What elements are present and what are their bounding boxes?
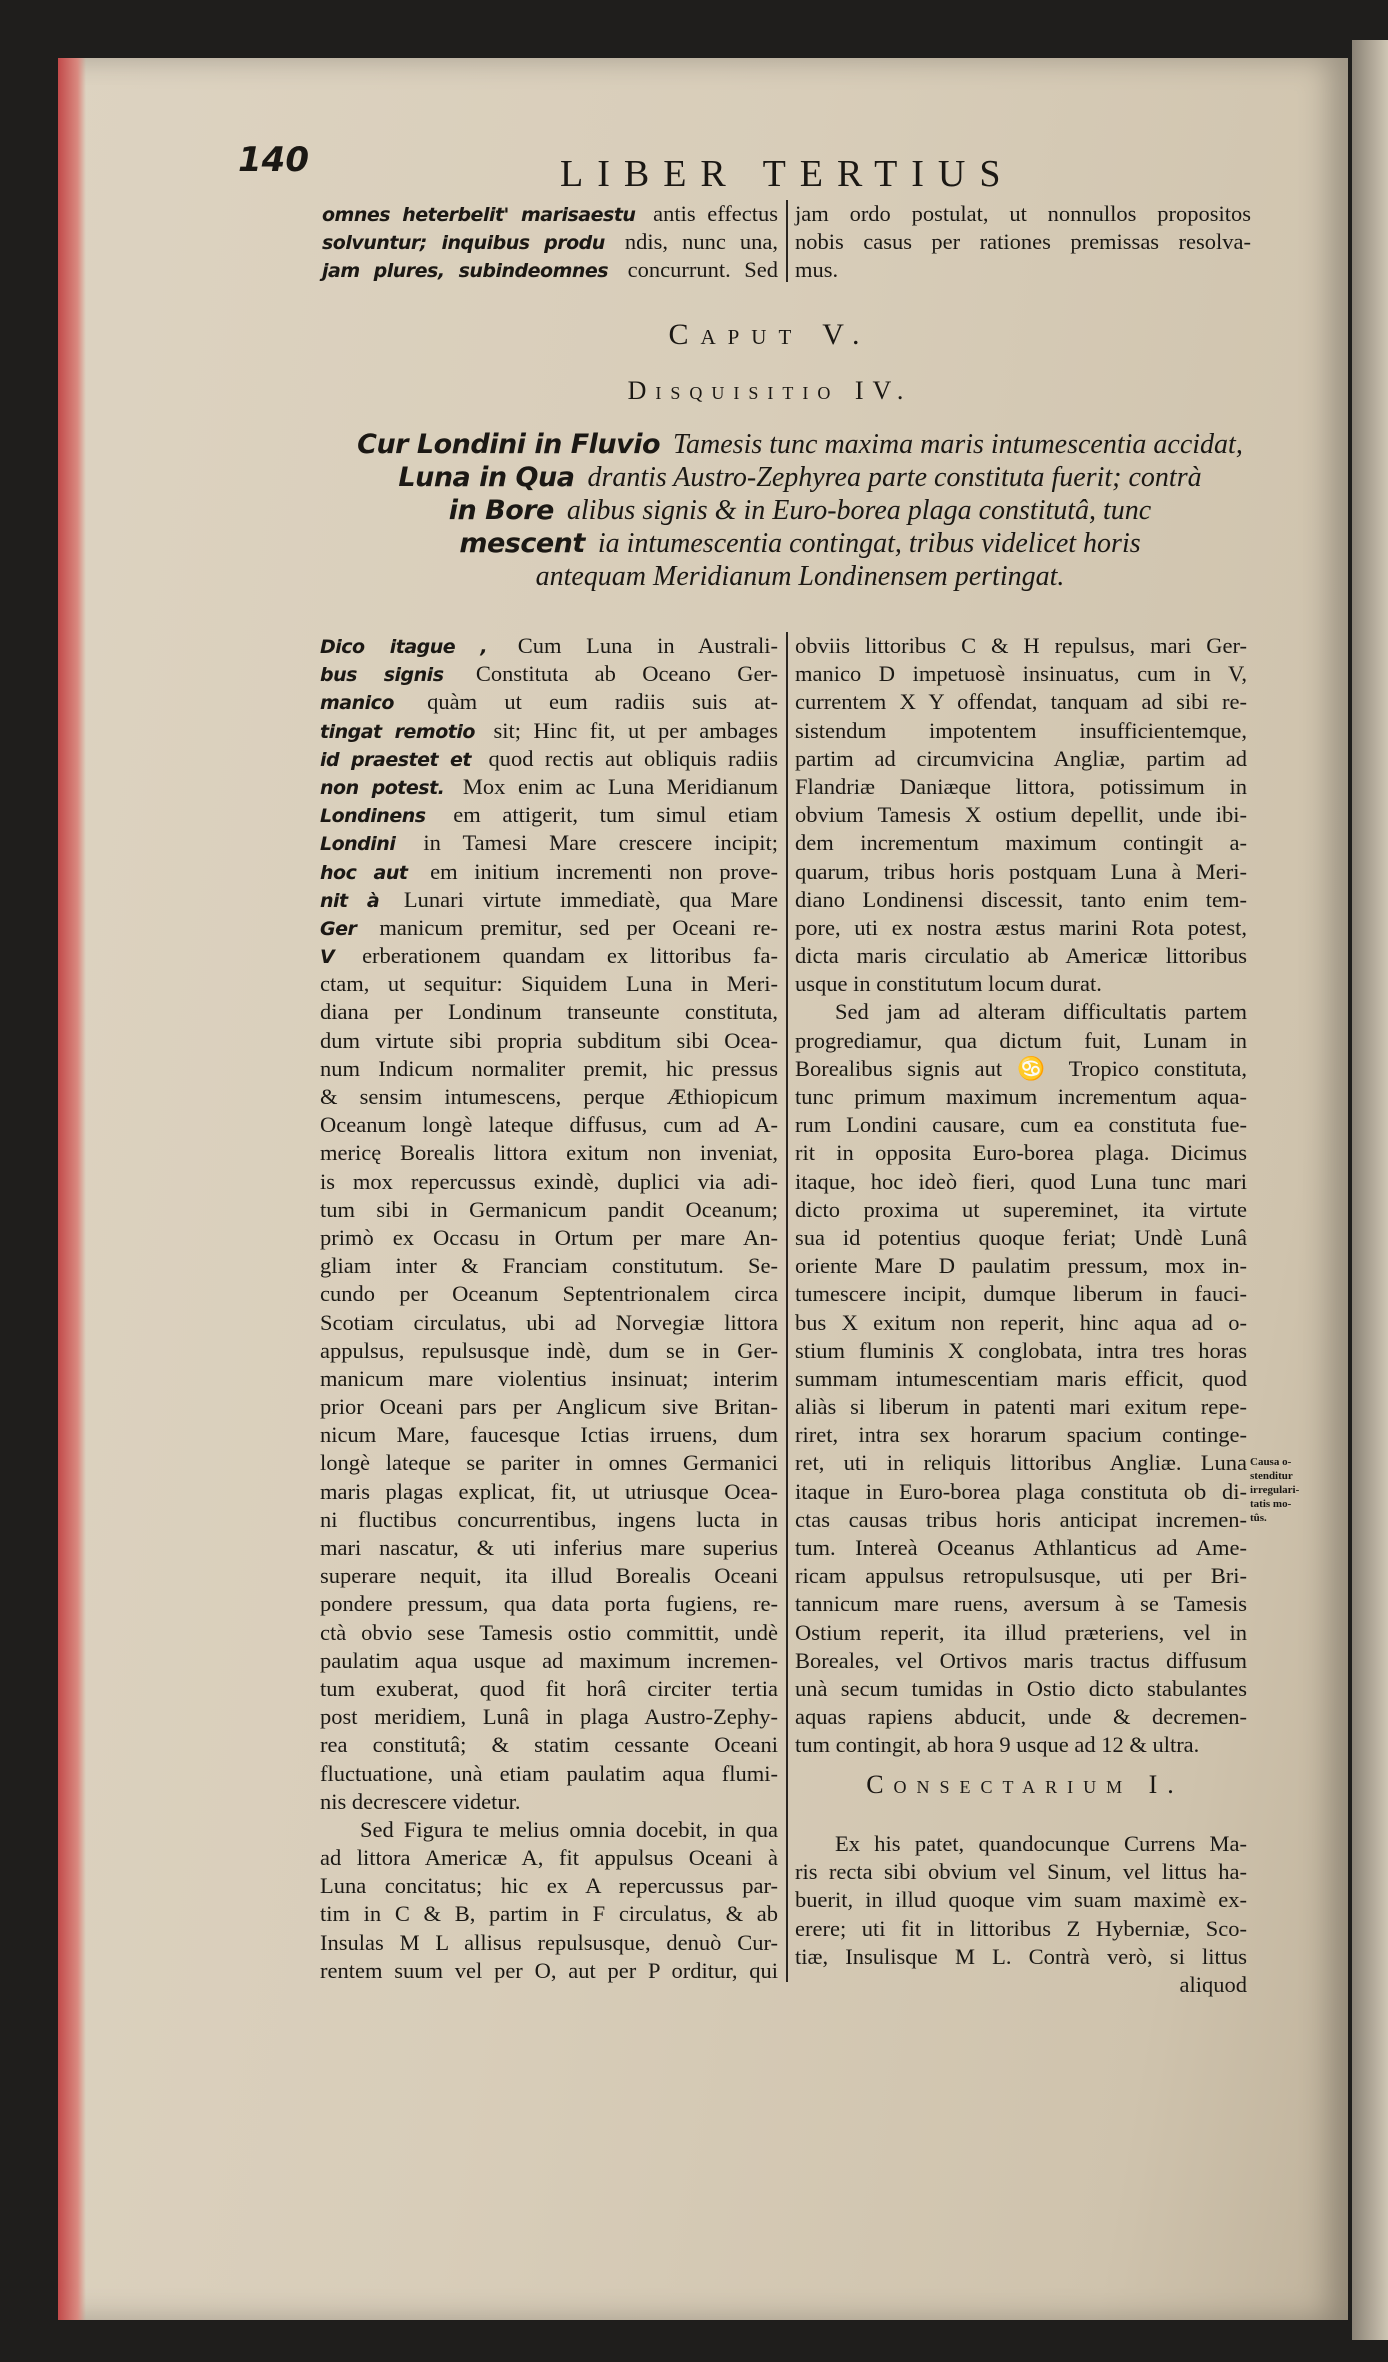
chapter-heading: Caput V. [668, 318, 872, 351]
text-line [795, 1943, 1247, 1971]
text-line [320, 1844, 778, 1872]
printed-text: manicum mare violentius insinuat; interim [320, 1365, 778, 1391]
printed-text: sistendum impotentem insufficientemque, [795, 717, 1247, 743]
disquisitio-heading: Disquisitio IV. [627, 376, 913, 405]
printed-text: pore, uti ex nostra æstus marini Rota potest, [795, 914, 1247, 940]
printed-text: jam ordo postulat, ut nonnullos propositos [795, 201, 1251, 226]
printed-text: currentem X Y offendat, tanquam ad sibi re- [795, 689, 1247, 715]
printed-text: ndis, nunc una, [624, 229, 779, 255]
printed-text: Cum Luna in Australi- [517, 633, 778, 658]
printed-text: partim ad circumvicina Angliæ, partim ad [795, 745, 1247, 771]
text-line [320, 998, 778, 1026]
handwritten-annotation: bus signis [320, 664, 444, 687]
handwritten-annotation: omnes heterbelit' marisaestu [322, 204, 636, 226]
printed-text: num Indicum normaliter premit, hic pressus [320, 1055, 778, 1081]
printed-text: mari nascatur, & uti inferius mare superius [320, 1535, 778, 1560]
text-line [320, 1224, 778, 1252]
text-line [795, 200, 1251, 228]
text-line [795, 256, 1251, 284]
text-line [795, 1647, 1247, 1675]
text-line [795, 1506, 1247, 1534]
text-line [320, 1562, 778, 1590]
red-page-edge [58, 58, 86, 2320]
handwritten-annotation: Luna in Qua [398, 462, 575, 493]
printed-text: Tamesis tunc maxima maris intumescentia accidat, [673, 429, 1243, 460]
handwritten-annotation: Cur Londini in Fluvio [357, 429, 661, 460]
printed-text: & sensim intumescens, perque Æthiopicum [320, 1084, 778, 1109]
text-line [320, 1900, 778, 1928]
text-line [320, 858, 778, 886]
printed-text: tunc primum maximum incrementum aqua- [795, 1084, 1247, 1109]
printed-text: paulatim aqua usque ad maximum incremen- [320, 1647, 778, 1673]
printed-text: Luna concitatus; hic ex A repercussus par- [320, 1873, 778, 1899]
printed-text: primò ex Occasu in Ortum per mare An- [320, 1224, 778, 1250]
text-line [795, 1971, 1247, 1999]
text-line [795, 1365, 1247, 1393]
printed-text: manicum premitur, sed per Oceani re- [379, 914, 778, 940]
handwritten-annotation: manico [320, 692, 394, 715]
printed-text: tiæ, Insulisque M L. Contrà verò, si littus [795, 1943, 1247, 1969]
text-line [795, 1393, 1247, 1421]
printed-text: em attigerit, tum simul etiam [453, 802, 778, 828]
handwritten-annotation: Londini [320, 833, 396, 856]
text-line [320, 886, 778, 914]
printed-text: aquas rapiens abducit, unde & decremen- [795, 1704, 1247, 1730]
text-line [320, 914, 778, 942]
text-line [320, 1365, 778, 1393]
printed-text: ad littora Americæ A, fit appulsus Oceani à [320, 1845, 778, 1871]
text-line [795, 1915, 1247, 1943]
printed-text: tum. Intereà Oceanus Athlanticus ad Ame- [795, 1535, 1247, 1560]
text-line [795, 1590, 1247, 1618]
printed-text: rentem suum vel per O, aut per P orditur, qui [320, 1957, 778, 1983]
printed-text: Sed jam ad alteram difficultatis partem [835, 999, 1247, 1025]
text-line [320, 1929, 778, 1957]
printed-text: diano Londinensi discessit, tanto enim tem- [795, 886, 1247, 912]
text-line [320, 1506, 778, 1534]
text-line [795, 801, 1247, 829]
printed-text: mericę Borealis littora exitum non inveniat, [320, 1140, 778, 1166]
text-line: stenditur [1250, 1470, 1293, 1482]
text-line [320, 1590, 778, 1618]
text-line [322, 200, 778, 228]
text-line [795, 858, 1247, 886]
text-line [320, 1619, 778, 1647]
handwritten-annotation: jam plures, subindeomnes [322, 260, 609, 283]
printed-text: pondere pressum, qua data porta fugiens, re- [320, 1591, 778, 1617]
text-line [795, 1111, 1247, 1139]
text-line: tatis mo- [1250, 1498, 1292, 1510]
text-line: tûs. [1250, 1512, 1267, 1524]
printed-text: itaque in Euro-borea plaga constituta ob di- [795, 1478, 1247, 1504]
text-line [320, 660, 778, 688]
text-line [320, 1703, 778, 1731]
printed-text: tim in C & B, partim in F circulatus, & ab [320, 1901, 778, 1927]
printed-text: itaque, hoc ideò fieri, quod Luna tunc mari [795, 1168, 1247, 1194]
text-line [320, 1337, 778, 1365]
printed-text: antequam Meridianum Londinensem pertingat. [535, 561, 1065, 592]
text-line [320, 1393, 778, 1421]
text-line [320, 1478, 778, 1506]
printed-text: aliquod [1179, 1971, 1247, 1997]
printed-text: alibus signis & in Euro-borea plaga constitutâ, tunc [566, 495, 1152, 526]
handwritten-annotation: Ger [320, 917, 357, 940]
handwritten-annotation: hoc aut [320, 861, 408, 884]
text-line [322, 256, 778, 284]
text-line [795, 1196, 1247, 1224]
text-line [795, 1224, 1247, 1252]
printed-text: ctas causas tribus horis anticipat incremen- [795, 1506, 1247, 1532]
printed-text: tum contingit, ab hora 9 usque ad 12 & ultra. [795, 1732, 1200, 1758]
printed-text: longè lateque se pariter in omnes Germanici [320, 1450, 778, 1476]
printed-text: quàm ut eum radiis suis at- [427, 689, 779, 715]
printed-text: dicta maris circulatio ab Americæ littoribus [795, 943, 1247, 969]
printed-text: ni fluctibus concurrentibus, ingens lucta in [320, 1506, 778, 1532]
printed-text: rit in opposita Euro-borea plaga. Dicimus [795, 1140, 1247, 1166]
printed-text: ctam, ut sequitur: Siquidem Luna in Meri- [320, 971, 778, 997]
printed-text: erberationem quandam ex littoribus fa- [362, 943, 779, 969]
text-line [795, 1309, 1247, 1337]
text-line [320, 1280, 778, 1308]
text-line [320, 773, 778, 801]
text-line [795, 1083, 1247, 1111]
text-line [320, 1196, 778, 1224]
printed-text: unà secum tumidas in Ostio dicto stabulantes [795, 1675, 1247, 1701]
printed-text: Ostium reperit, ita illud præteriens, vel in [795, 1619, 1247, 1645]
handwritten-annotation: nit à [320, 889, 380, 912]
top-left-column [322, 200, 778, 285]
printed-text: dicto proxima ut supereminet, ita virtute [795, 1196, 1247, 1222]
text-line [795, 998, 1247, 1026]
text-line [320, 801, 778, 829]
printed-text: Boreales, vel Ortivos maris tractus diffusum [795, 1647, 1247, 1673]
handwritten-annotation: in Bore [448, 495, 554, 526]
printed-text: ricam appulsus retropulsusque, uti per Bri- [795, 1563, 1247, 1589]
text-line [320, 688, 778, 716]
printed-text: diana per Londinum transeunte constituta, [320, 999, 778, 1025]
printed-text: post meridiem, Lunâ in plaga Austro-Zephy- [320, 1704, 778, 1730]
text-line: irregulari- [1250, 1484, 1300, 1496]
consectarium-text [795, 1830, 1247, 1999]
text-line [320, 1731, 778, 1759]
printed-text: bus X exitum non reperit, hinc aqua ad o- [795, 1309, 1247, 1335]
printed-text: dem incrementum maximum contingit a- [795, 830, 1247, 856]
printed-text: dum virtute sibi propria subditum sibi Ocea- [320, 1027, 778, 1053]
printed-text: Ex his patet, quandocunque Currens Ma- [835, 1831, 1247, 1856]
text-line [795, 688, 1247, 716]
text-line: Causa o- [1250, 1456, 1292, 1468]
printed-text: obvium Tamesis X ostium depellit, unde ibi- [795, 802, 1247, 828]
printed-text: em initium incrementi non prove- [430, 858, 778, 884]
printed-text: ret, uti in reliquis littoribus Angliæ. Luna [795, 1450, 1247, 1476]
text-line [320, 1647, 778, 1675]
printed-text: nis decrescere videtur. [320, 1788, 521, 1814]
text-line [795, 1421, 1247, 1449]
text-line [795, 660, 1247, 688]
text-line [795, 1619, 1247, 1647]
text-line [795, 773, 1247, 801]
text-line [795, 1168, 1247, 1196]
printed-text: Lunari virtute immediatè, qua Mare [403, 886, 778, 912]
printed-text: Borealibus signis aut ♋ Tropico constituta, [795, 1055, 1247, 1081]
text-line [322, 228, 778, 256]
text-line [795, 632, 1247, 660]
printed-text: sua id potentius quoque feriat; Undè Lunâ [795, 1224, 1247, 1250]
text-line [795, 970, 1247, 998]
handwritten-annotation: Londinens [320, 805, 426, 828]
printed-text: ctà obvio sese Tamesis ostio committit, undè [320, 1619, 778, 1645]
printed-text: Constituta ab Oceano Ger- [475, 661, 778, 687]
text-line [795, 745, 1247, 773]
text-line [320, 632, 778, 660]
section-title [300, 428, 1300, 593]
text-line [795, 1139, 1247, 1167]
text-line [795, 1858, 1247, 1886]
text-line [795, 1703, 1247, 1731]
printed-text: quarum, tribus horis postquam Luna à Meri- [795, 858, 1247, 884]
text-line [795, 1830, 1247, 1858]
printed-text: ia intumescentia contingat, tribus videlicet horis [597, 528, 1141, 559]
text-line [320, 1111, 778, 1139]
handwritten-annotation: Dico itague , [320, 636, 488, 658]
printed-text: Mox enim ac Luna Meridianum [462, 773, 779, 799]
text-line [320, 1675, 778, 1703]
text-line [320, 1421, 778, 1449]
text-line [795, 228, 1251, 256]
text-line [795, 942, 1247, 970]
text-line [320, 970, 778, 998]
text-line [795, 1252, 1247, 1280]
text-line [795, 1478, 1247, 1506]
text-line [795, 717, 1247, 745]
printed-text: obviis littoribus C & H repulsus, mari Ger- [795, 633, 1247, 658]
printed-text: ris recta sibi obvium vel Sinum, vel littus ha- [795, 1859, 1247, 1885]
printed-text: nobis casus per rationes premissas resolva- [795, 229, 1251, 255]
printed-text: appulsus, repulsusque indè, dum se in Ger- [320, 1337, 778, 1363]
printed-text: erere; uti fit in littoribus Z Hyberniæ, Sco- [795, 1915, 1247, 1941]
printed-text: Sed Figura te melius omnia docebit, in qua [360, 1816, 778, 1842]
printed-text: mus. [795, 257, 839, 283]
text-line [795, 1449, 1247, 1477]
text-line [300, 560, 1300, 593]
printed-text: maris plagas explicat, fit, ut utriusque Ocea- [320, 1478, 778, 1504]
printed-text: oriente Mare D paulatim pressum, mox in- [795, 1253, 1247, 1279]
printed-text: gliam inter & Franciam constitutum. Se- [320, 1253, 778, 1279]
printed-text: antis effectus [653, 201, 779, 226]
handwritten-annotation: V [320, 946, 335, 969]
text-line [795, 1027, 1247, 1055]
printed-text: drantis Austro-Zephyrea parte constituta fuerit; contrà [587, 462, 1202, 493]
text-line [795, 1886, 1247, 1914]
top-right-column [795, 200, 1251, 285]
text-line [795, 1280, 1247, 1308]
handwritten-annotation: solvuntur; inquibus produ [322, 232, 605, 255]
text-line [320, 1957, 778, 1985]
text-line [320, 1027, 778, 1055]
text-line [795, 1675, 1247, 1703]
printed-text: progrediamur, qua dictum fuit, Lunam in [795, 1027, 1247, 1053]
text-line [320, 1534, 778, 1562]
printed-text: tum sibi in Germanicum pandit Oceanum; [320, 1196, 778, 1222]
text-line [795, 1731, 1247, 1759]
text-line [300, 527, 1300, 560]
printed-text: rea constitutâ; & statim cessante Oceani [320, 1732, 778, 1758]
text-line [795, 1534, 1247, 1562]
printed-text: is mox repercussus exindè, duplici via adi- [320, 1168, 778, 1194]
text-line [795, 1055, 1247, 1083]
text-line [320, 1252, 778, 1280]
text-line [795, 1562, 1247, 1590]
text-line [300, 494, 1300, 527]
text-line [795, 829, 1247, 857]
text-line [320, 1872, 778, 1900]
text-line [320, 829, 778, 857]
consectarium-heading: Consectarium I. [866, 1770, 1184, 1799]
text-line [795, 1337, 1247, 1365]
text-line [320, 1139, 778, 1167]
text-line [795, 914, 1247, 942]
printed-text: summam intumescentiam maris efficit, quod [795, 1365, 1247, 1391]
text-line [320, 1788, 778, 1816]
printed-text: Insulas M L allisus repulsusque, denuò Cur- [320, 1929, 778, 1955]
text-line [320, 1168, 778, 1196]
printed-text: in Tamesi Mare crescere incipit; [423, 830, 779, 856]
printed-text: tum exuberat, quod fit horâ circiter tertia [320, 1675, 778, 1701]
right-body-column [795, 632, 1247, 1760]
handwritten-annotation: non potest. [320, 776, 445, 799]
text-line [320, 717, 778, 745]
printed-text: cundo per Oceanum Septentrionalem circa [320, 1281, 778, 1307]
printed-text: stium fluminis X conglobata, intra tres horas [795, 1337, 1247, 1363]
margin-note [1250, 1455, 1299, 1525]
printed-text: manico D impetuosè insinuatus, cum in V, [795, 661, 1247, 687]
printed-text: prior Oceani pars per Anglicum sive Britan- [320, 1394, 778, 1420]
text-line [320, 942, 778, 970]
printed-text: tannicum mare ruens, aversum à se Tamesis [795, 1591, 1247, 1617]
column-rule [786, 632, 788, 1982]
printed-text: tumescere incipit, dumque liberum in fauci- [795, 1281, 1247, 1307]
text-line [320, 1760, 778, 1788]
printed-text: quod rectis aut obliquis radiis [488, 745, 778, 771]
printed-text: fluctuatione, unà etiam paulatim aqua flumi- [320, 1760, 778, 1786]
printed-text: Scotiam circulatus, ubi ad Norvegiæ littora [320, 1309, 778, 1335]
printed-text: Oceanum longè lateque diffusus, cum ad A- [320, 1112, 778, 1138]
handwritten-annotation: mescent [459, 528, 585, 559]
printed-text: usque in constitutum locum durat. [795, 971, 1102, 997]
text-line [320, 1449, 778, 1477]
running-head: LIBER TERTIUS [560, 153, 1015, 195]
printed-text: concurrunt. Sed [627, 257, 778, 283]
printed-text: rum Londini causare, cum ea constituta fue- [795, 1112, 1247, 1138]
printed-text: Flandriæ Daniæque littora, potissimum in [795, 773, 1247, 799]
printed-text: sit; Hinc fit, ut per ambages [493, 717, 778, 743]
handwritten-annotation: id praestet et [320, 748, 472, 771]
text-line [300, 461, 1300, 494]
printed-text: buerit, in illud quoque vim suam maximè ex- [795, 1887, 1247, 1913]
adjacent-page-edge [1352, 40, 1388, 2340]
printed-text: aliàs si liberum in patenti mari exitum repe- [795, 1394, 1247, 1420]
left-body-column [320, 632, 778, 1985]
printed-text: superare nequit, ita illud Borealis Oceani [320, 1563, 778, 1589]
text-line [320, 1055, 778, 1083]
text-line [320, 1816, 778, 1844]
printed-text: nicum Mare, faucesque Ictias irruens, dum [320, 1422, 778, 1448]
handwritten-annotation: tingat remotio [320, 720, 475, 743]
text-line [320, 1309, 778, 1337]
text-line [320, 745, 778, 773]
text-line [300, 428, 1300, 461]
printed-text: riret, intra sex horarum spacium continge- [795, 1422, 1247, 1448]
column-rule-top [786, 200, 788, 282]
text-line [795, 886, 1247, 914]
text-line [320, 1083, 778, 1111]
page-number: 140 [238, 140, 309, 180]
